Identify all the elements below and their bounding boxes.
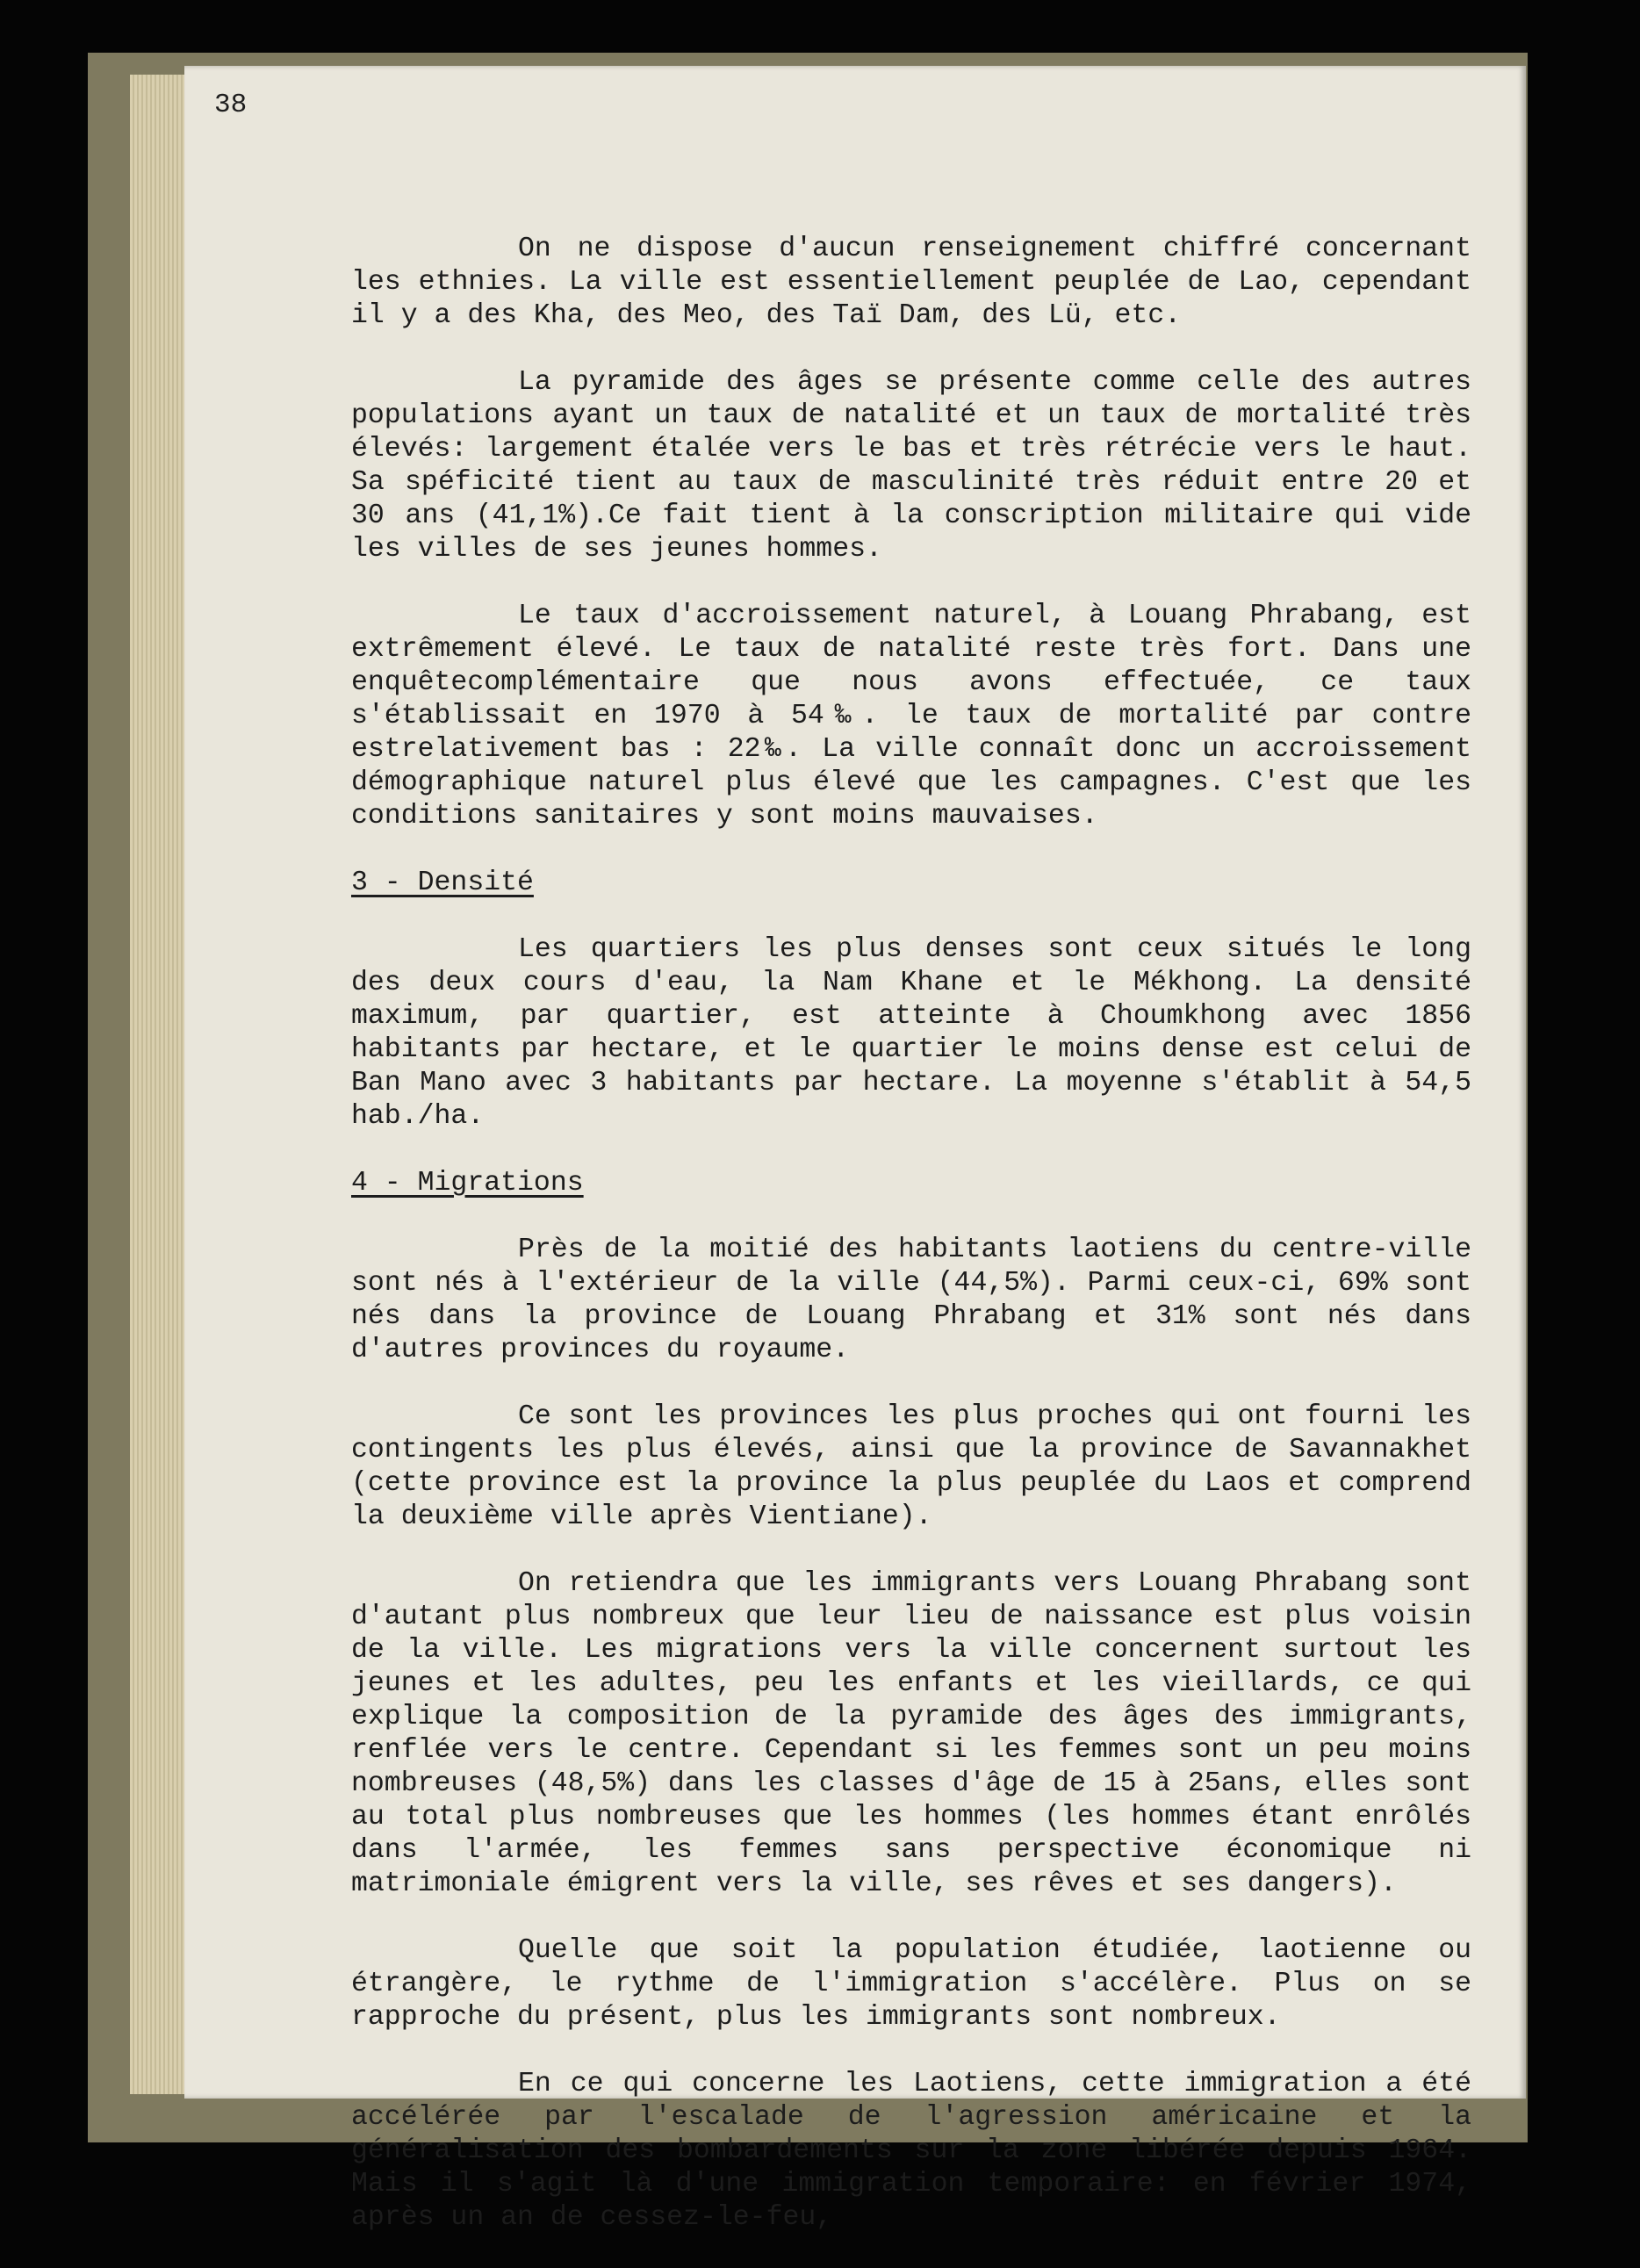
paragraph: Le taux d'accroissement naturel, à Louang Phrabang, est extrêmement élevé. Le taux de natalité reste très fort. Dans une enquêtecomplémentaire que nous avons effectuée, ce taux s'établissait en 1970 à 54‰. le taux de mortalité par contre estrelativement bas : 22‰. La ville connaît donc un accroissement démographique naturel plus élevé que les campagnes. C'est que les conditions sanitaires y sont moins mauvaises. (351, 601, 1471, 832)
paragraph: On ne dispose d'aucun renseignement chiffré concernant les ethnies. La ville est essentiellement peuplée de Lao, cependant il y a des Kha, des Meo, des Taï Dam, des Lü, etc. (351, 234, 1471, 331)
body-text (351, 233, 1471, 2268)
paragraph: En ce qui concerne les Laotiens, cette immigration a été accélérée par l'escalade de l'agression américaine et la généralisation des bombardements sur la zone libérée depuis 1964. Mais il s'agit là d'une immigration temporaire: en février 1974, après un an de cessez-le-feu, (351, 2069, 1471, 2233)
paragraph: On retiendra que les immigrants vers Louang Phrabang sont d'autant plus nombreux que leur lieu de naissance est plus voisin de la ville. Les migrations vers la ville concernent surtout les jeunes et les adultes, peu les enfants et les vieillards, ce qui explique la composition de la pyramide des âges des immigrants, renflée vers le centre. Cependant si les femmes sont un peu moins nombreuses (48,5%) dans les classes d'âge de 15 à 25ans, elles sont au total plus nombreuses que les hommes (les hommes étant enrôlés dans l'armée, les femmes sans perspective économique ni matrimoniale émigrent vers la ville, ses rêves et ses dangers). (351, 1568, 1471, 1899)
paragraph: Quelle que soit la population étudiée, laotienne ou étrangère, le rythme de l'immigration s'accélère. Plus on se rapproche du présent, plus les immigrants sont nombreux. (351, 1935, 1471, 2033)
paragraph: Près de la moitié des habitants laotiens du centre-ville sont nés à l'extérieur de la ville (44,5%). Parmi ceux-ci, 69% sont nés dans la province de Louang Phrabang et 31% sont nés dans d'autres provinces du royaume. (351, 1235, 1471, 1365)
section-heading-densite: 3 - Densité (351, 868, 534, 898)
paragraph: Ce sont les provinces les plus proches qui ont fourni les contingents les plus élevés, ainsi que la province de Savannakhet (cette province est la province la plus peuplée du Laos et comprend la deuxième ville après Vientiane). (351, 1401, 1471, 1532)
paragraph: Les quartiers les plus denses sont ceux situés le long des deux cours d'eau, la Nam Khane et le Mékhong. La densité maximum, par quartier, est atteinte à Choumkhong avec 1856 habitants par hectare, et le quartier le moins dense est celui de Ban Mano avec 3 habitants par hectare. La moyenne s'établit à 54,5 hab./ha. (351, 934, 1471, 1132)
section-heading-migrations: 4 - Migrations (351, 1168, 584, 1199)
page-edges (130, 75, 191, 2094)
paragraph: La pyramide des âges se présente comme celle des autres populations ayant un taux de natalité et un taux de mortalité très élevés: largement étalée vers le bas et très rétrécie vers le haut. Sa spéficité tient au taux de masculinité très réduit entre 20 et 30 ans (41,1%).Ce fait tient à la conscription militaire qui vide les villes de ses jeunes hommes. (351, 367, 1471, 565)
page-number: 38 (214, 90, 248, 120)
